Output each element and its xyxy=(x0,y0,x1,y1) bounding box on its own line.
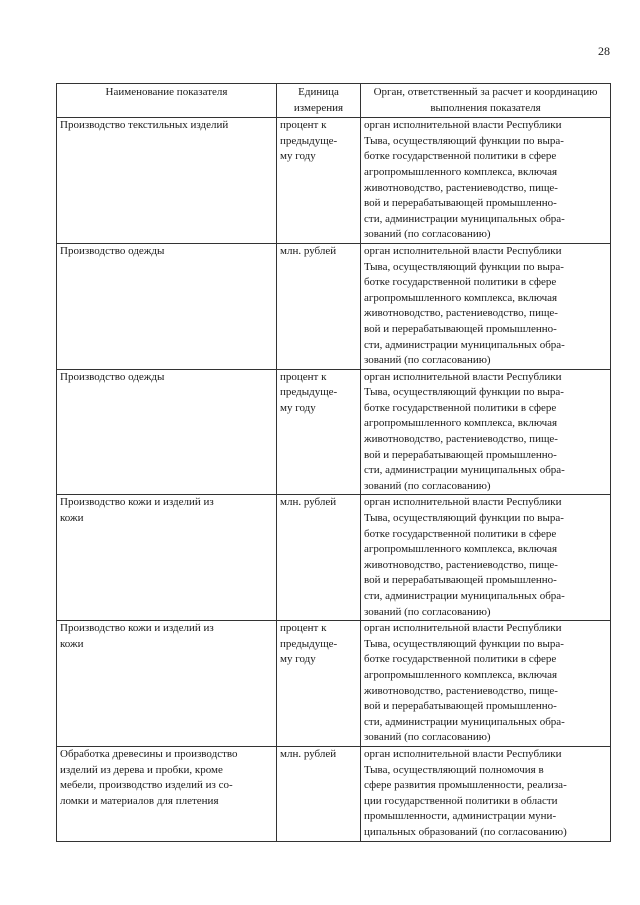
indicator-name-line: изделий из дерева и пробки, кроме xyxy=(60,763,223,776)
table-row xyxy=(57,118,611,244)
unit-line: млн. рублей xyxy=(280,747,337,760)
unit-cell xyxy=(277,495,361,621)
responsible-org-line: вой и перерабатывающей промышленно- xyxy=(364,197,557,210)
unit-line: му году xyxy=(280,653,316,666)
table-row xyxy=(57,495,611,621)
responsible-org-line: животноводство, растениеводство, пище- xyxy=(364,433,558,446)
table-row xyxy=(57,746,611,841)
responsible-org-line: ботке государственной политики в сфере xyxy=(364,150,557,163)
responsible-org-line: ботке государственной политики в сфере xyxy=(364,401,557,414)
responsible-org-line: зований (по согласованию) xyxy=(364,479,491,492)
indicator-name-line: Обработка древесины и производство xyxy=(60,747,238,760)
responsible-org-line: орган исполнительной власти Республики xyxy=(364,370,562,383)
responsible-org-line: ботке государственной политики в сфере xyxy=(364,527,557,540)
table-header-row xyxy=(57,84,611,118)
indicator-name-cell xyxy=(57,118,277,244)
responsible-org-line: орган исполнительной власти Республики xyxy=(364,119,562,132)
responsible-org-line: орган исполнительной власти Республики xyxy=(364,496,562,509)
indicator-name-line: Производство кожи и изделий из xyxy=(60,622,214,635)
responsible-org-line: Тыва, осуществляющий функции по выра- xyxy=(364,512,564,525)
unit-line: млн. рублей xyxy=(280,496,337,509)
unit-line: процент к xyxy=(280,119,327,132)
indicator-name-cell xyxy=(57,243,277,369)
indicator-name-line: кожи xyxy=(60,512,84,525)
column-header-name: Наименование показателя xyxy=(57,84,277,118)
responsible-org-line: сти, администрации муниципальных обра- xyxy=(364,715,565,728)
table-row xyxy=(57,369,611,495)
responsible-org-line: животноводство, растениеводство, пище- xyxy=(364,684,558,697)
responsible-org-line: Тыва, осуществляющий функции по выра- xyxy=(364,260,564,273)
responsible-org-line: зований (по согласованию) xyxy=(364,354,491,367)
column-header-unit: Единица измерения xyxy=(277,84,361,118)
table-row xyxy=(57,243,611,369)
responsible-org-line: вой и перерабатывающей промышленно- xyxy=(364,574,557,587)
responsible-org-line: ции государственной политики в области xyxy=(364,794,558,807)
responsible-org-line: животноводство, растениеводство, пище- xyxy=(364,558,558,571)
responsible-org-cell xyxy=(361,746,611,841)
responsible-org-cell xyxy=(361,495,611,621)
responsible-org-line: ботке государственной политики в сфере xyxy=(364,653,557,666)
responsible-org-line: агропромышленного комплекса, включая xyxy=(364,543,558,556)
unit-line: му году xyxy=(280,401,316,414)
indicator-name-line: Производство кожи и изделий из xyxy=(60,496,214,509)
indicator-name-line: кожи xyxy=(60,637,84,650)
indicator-name-cell xyxy=(57,495,277,621)
indicator-name-line: Производство одежды xyxy=(60,244,165,257)
indicator-name-cell xyxy=(57,746,277,841)
indicator-name-cell xyxy=(57,369,277,495)
responsible-org-line: орган исполнительной власти Республики xyxy=(364,244,562,257)
indicator-name-line: Производство текстильных изделий xyxy=(60,119,229,132)
responsible-org-line: сти, администрации муниципальных обра- xyxy=(364,338,565,351)
unit-cell xyxy=(277,369,361,495)
responsible-org-cell xyxy=(361,118,611,244)
unit-line: предыдуще- xyxy=(280,386,338,399)
responsible-org-cell xyxy=(361,369,611,495)
responsible-org-line: промышленности, администрации муни- xyxy=(364,810,557,823)
indicator-name-line: ломки и материалов для плетения xyxy=(60,794,219,807)
unit-cell xyxy=(277,621,361,747)
responsible-org-line: орган исполнительной власти Республики xyxy=(364,747,562,760)
responsible-org-line: ботке государственной политики в сфере xyxy=(364,276,557,289)
responsible-org-line: агропромышленного комплекса, включая xyxy=(364,165,558,178)
responsible-org-line: зований (по согласованию) xyxy=(364,228,491,241)
responsible-org-line: сти, администрации муниципальных обра- xyxy=(364,212,565,225)
unit-line: предыдуще- xyxy=(280,134,338,147)
responsible-org-line: зований (по согласованию) xyxy=(364,605,491,618)
responsible-org-line: агропромышленного комплекса, включая xyxy=(364,417,558,430)
unit-line: млн. рублей xyxy=(280,244,337,257)
responsible-org-line: вой и перерабатывающей промышленно- xyxy=(364,448,557,461)
unit-cell xyxy=(277,118,361,244)
responsible-org-line: ципальных образований (по согласованию) xyxy=(364,825,567,838)
unit-line: процент к xyxy=(280,370,327,383)
responsible-org-line: вой и перерабатывающей промышленно- xyxy=(364,322,557,335)
responsible-org-line: орган исполнительной власти Республики xyxy=(364,622,562,635)
table-row xyxy=(57,621,611,747)
indicator-name-line: Производство одежды xyxy=(60,370,165,383)
responsible-org-cell xyxy=(361,621,611,747)
responsible-org-line: сти, администрации муниципальных обра- xyxy=(364,464,565,477)
indicator-name-cell xyxy=(57,621,277,747)
responsible-org-cell xyxy=(361,243,611,369)
responsible-org-line: сфере развития промышленности, реализа- xyxy=(364,779,567,792)
responsible-org-line: агропромышленного комплекса, включая xyxy=(364,668,558,681)
column-header-org: Орган, ответственный за расчет и координацию выполнения показателя xyxy=(361,84,611,118)
page-number: 28 xyxy=(598,44,610,58)
responsible-org-line: животноводство, растениеводство, пище- xyxy=(364,307,558,320)
unit-line: предыдуще- xyxy=(280,637,338,650)
responsible-org-line: сти, администрации муниципальных обра- xyxy=(364,590,565,602)
responsible-org-line: Тыва, осуществляющий функции по выра- xyxy=(364,134,564,147)
responsible-org-line: животноводство, растениеводство, пище- xyxy=(364,181,558,194)
responsible-org-line: Тыва, осуществляющий полномочия в xyxy=(364,763,544,776)
responsible-org-line: Тыва, осуществляющий функции по выра- xyxy=(364,637,564,650)
unit-cell xyxy=(277,746,361,841)
responsible-org-line: зований (по согласованию) xyxy=(364,731,491,744)
indicator-name-line: мебели, производство изделий из со- xyxy=(60,779,233,792)
unit-line: процент к xyxy=(280,622,327,635)
responsible-org-line: вой и перерабатывающей промышленно- xyxy=(364,700,557,713)
responsible-org-line: агропромышленного комплекса, включая xyxy=(364,291,558,304)
responsible-org-line: Тыва, осуществляющий функции по выра- xyxy=(364,386,564,399)
unit-line: му году xyxy=(280,150,316,163)
indicator-table xyxy=(56,83,611,842)
unit-cell xyxy=(277,243,361,369)
